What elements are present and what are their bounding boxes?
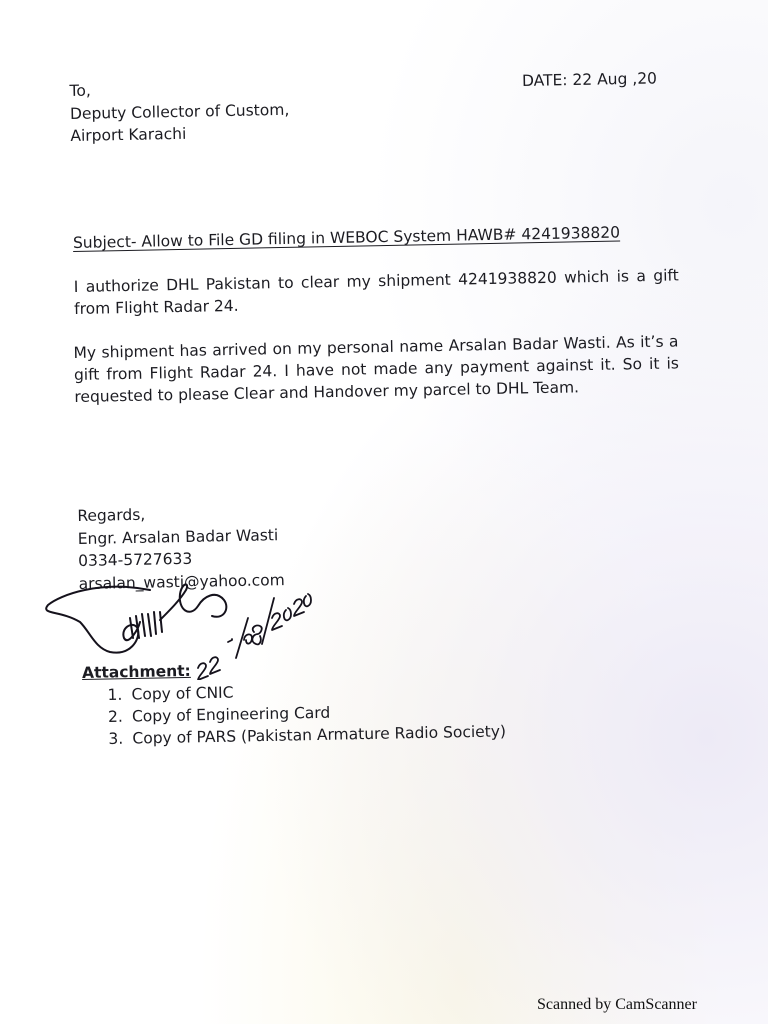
closing-regards: Regards, [77, 505, 146, 526]
body-paragraph-1: I authorize DHL Pakistan to clear my shipment 4241938820 which is a gift from Flight Radar 24. [73, 266, 679, 318]
attachment-number: 1. [107, 685, 123, 705]
sender-phone: 0334-5727633 [78, 549, 193, 570]
recipient-line-1: To, [69, 81, 91, 101]
recipient-line-3: Airport Karachi [70, 124, 187, 145]
recipient-line-2: Deputy Collector of Custom, [69, 100, 290, 123]
camscanner-watermark: Scanned by CamScanner [537, 996, 697, 1013]
attachment-number: 3. [108, 729, 124, 748]
attachment-label: Copy of PARS (Pakistan Armature Radio Society) [132, 722, 507, 748]
attachment-heading: Attachment: [81, 661, 191, 682]
attachment-number: 2. [107, 707, 123, 726]
attachment-label: Copy of Engineering Card [131, 703, 331, 726]
letter-date: DATE: 22 Aug ,20 [521, 69, 658, 90]
recipient-address [69, 76, 290, 148]
body-paragraph-2: My shipment has arrived on my personal name Arsalan Badar Wasti. As it’s a gift from Flight Radar 24. I have not made any payment against it. So it is requested to please Clear and Handover my parcel to DHL Team. [73, 332, 680, 406]
sender-name: Engr. Arsalan Badar Wasti [77, 525, 279, 548]
attachment-list [107, 676, 506, 750]
attachment-label: Copy of CNIC [131, 683, 234, 704]
sender-email: arsalan_wasti@yahoo.com [78, 570, 285, 593]
letter-subject: Subject- Allow to File GD filing in WEBOC System HAWB# 4241938820 [72, 223, 621, 252]
